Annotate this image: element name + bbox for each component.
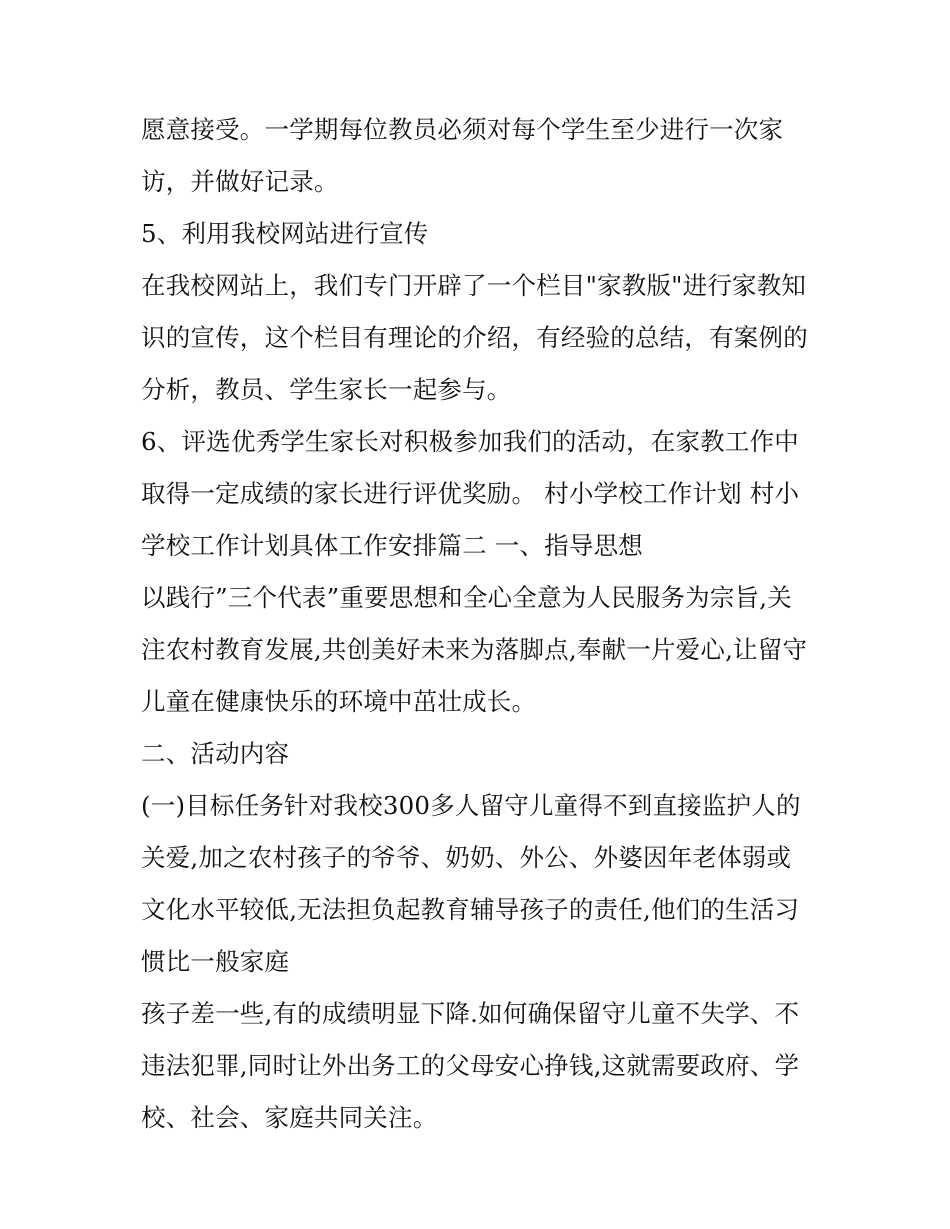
section-heading: 二、活动内容: [141, 739, 290, 768]
text-line: 文化水平较低,无法担负起教育辅导孩子的责任,他们的生活习: [141, 895, 800, 924]
text-line: 惯比一般家庭: [141, 947, 290, 976]
section-heading: 5、利用我校网站进行宣传: [141, 219, 429, 248]
text-line: 分析，教员、学生家长一起参与。: [141, 375, 512, 404]
text-line: 校、社会、家庭共同关注。: [141, 1103, 438, 1132]
text-line: 取得一定成绩的家长进行评优奖励。 村小学校工作计划 村小: [141, 479, 800, 508]
text-line: (一)目标任务针对我校300多人留守儿童得不到直接监护人的: [141, 791, 801, 820]
text-line: 6、评选优秀学生家长对积极参加我们的活动，在家教工作中: [141, 427, 799, 456]
text-line: 儿童在健康快乐的环境中茁壮成长。: [141, 687, 537, 716]
text-line: 访，并做好记录。: [141, 167, 339, 196]
text-line: 学校工作计划具体工作安排篇二 一、指导思想: [141, 531, 643, 560]
text-line: 违法犯罪,同时让外出务工的父母安心挣钱,这就需要政府、学: [141, 1051, 800, 1080]
text-line: 识的宣传，这个栏目有理论的介绍，有经验的总结，有案例的: [141, 323, 808, 352]
text-line: 注农村教育发展,共创美好未来为落脚点,奉献一片爱心,让留守: [141, 635, 808, 664]
text-line: 孩子差一些,有的成绩明显下降.如何确保留守儿童不失学、不: [141, 999, 800, 1028]
text-line: 以践行”三个代表”重要思想和全心全意为人民服务为宗旨,关: [141, 583, 792, 612]
text-line: 关爱,加之农村孩子的爷爷、奶奶、外公、外婆因年老体弱或: [141, 843, 792, 872]
document-body: [141, 104, 831, 1144]
text-line: 在我校网站上，我们专门开辟了一个栏目"家教版"进行家教知: [141, 271, 807, 300]
text-line: 愿意接受。一学期每位教员必须对每个学生至少进行一次家: [141, 115, 784, 144]
